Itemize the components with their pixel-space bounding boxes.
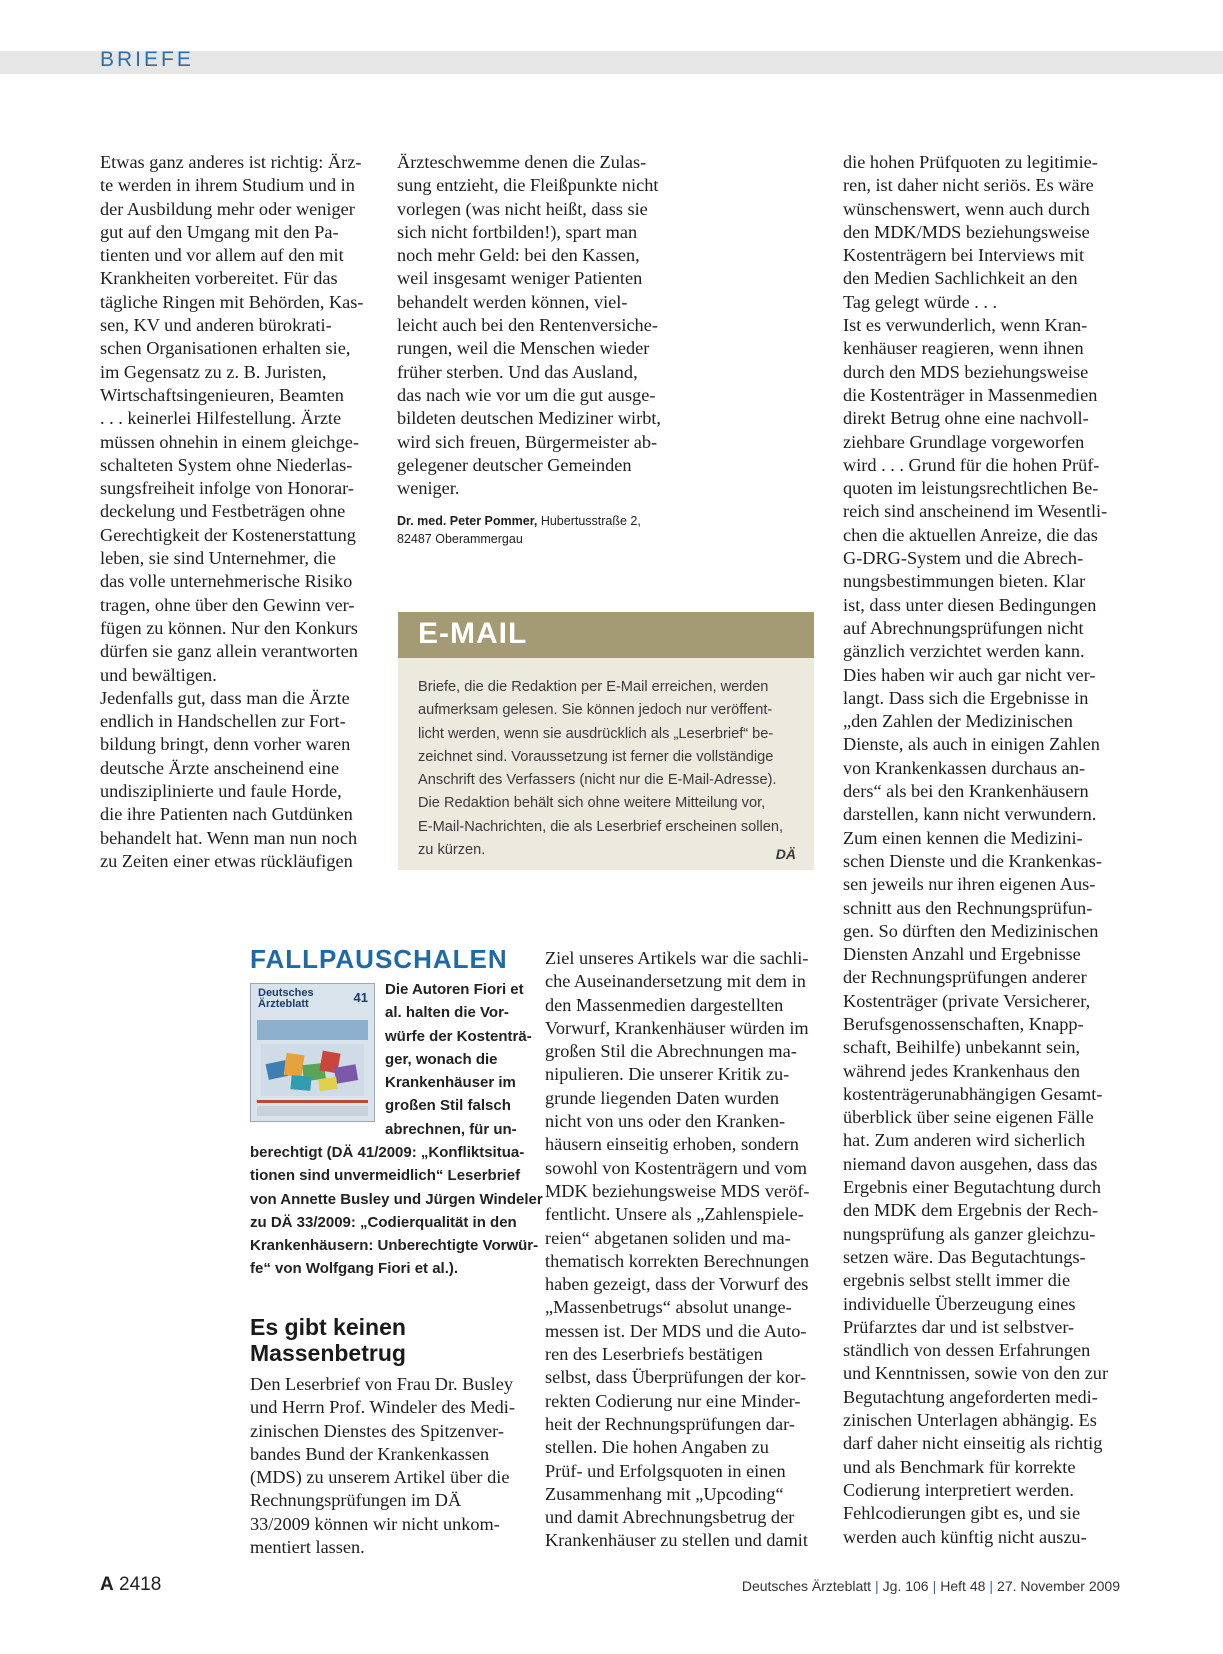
text-line: deutsche Ärzte anscheinend eine <box>100 757 340 778</box>
text-line: tionen sind unvermeidlich“ Leserbrief <box>250 1167 521 1185</box>
text-line: Zum einen kennen die Medizini- <box>843 827 1083 848</box>
text-line: leicht auch bei den Rentenversiche- <box>397 315 658 336</box>
text-line: deckelung und Festbeträgen ohne <box>100 501 346 522</box>
text-line: der Rechnungsprüfungen anderer <box>843 967 1087 988</box>
text-line: sowohl von Kostenträgern und vom <box>545 1157 807 1178</box>
text-line: selbst, dass Überprüfungen der kor- <box>545 1367 807 1388</box>
article-heading-line-2: Massenbetrug <box>250 1340 406 1366</box>
text-line: . . . keinerlei Hilfestellung. Ärzte <box>100 408 342 429</box>
text-line: häusern einseitig erhoben, sondern <box>545 1134 799 1155</box>
email-box-header <box>398 612 814 658</box>
text-line: grunde liegenden Daten wurden <box>545 1087 780 1108</box>
article-body-column-3 <box>843 151 1133 1549</box>
text-line: und damit Abrechnungsbetrug der <box>545 1507 795 1528</box>
text-line: thematisch korrekten Berechnungen <box>545 1250 809 1271</box>
article-heading-line-1: Es gibt keinen <box>250 1314 406 1340</box>
text-line: ergebnis selbst stellt immer die <box>843 1270 1071 1291</box>
cover-title-line-2: Ärzteblatt <box>258 998 309 1010</box>
footer-issue: Heft 48 <box>940 1578 986 1594</box>
article-body-column-1 <box>250 1373 530 1559</box>
letter-signature <box>397 512 641 548</box>
text-line: darstellen, kann nicht verwundern. <box>843 804 1097 825</box>
text-line: die Kostenträger in Massenmedien <box>843 384 1098 405</box>
text-line: zu kürzen. <box>418 842 486 859</box>
text-line: Vorwurf, Krankenhäuser würden im <box>545 1017 809 1038</box>
text-line: zu Zeiten einer etwas rückläufigen <box>100 850 353 871</box>
text-line: fügen zu können. Nur den Konkurs <box>100 617 358 638</box>
text-line: Prüfarztes dar und ist selbstver- <box>843 1316 1075 1337</box>
text-line: noch mehr Geld: bei den Kassen, <box>397 245 640 266</box>
text-line: Krankenhäuser zu stellen und damit <box>545 1530 808 1551</box>
email-box-title: E-MAIL <box>418 617 528 650</box>
text-line: „den Zahlen der Medizinischen <box>843 711 1073 732</box>
text-line: Die Redaktion behält sich ohne weitere Mitteilung vor, <box>418 795 766 812</box>
text-line: darf daher nicht einseitig als richtig <box>843 1433 1103 1454</box>
text-line: schaft, Beihilfe) unbekannt sein, <box>843 1037 1081 1058</box>
text-line: Ärzteschwemme denen die Zulas- <box>397 152 647 172</box>
text-line: gelegener deutscher Gemeinden <box>397 454 632 475</box>
text-line: auf Abrechnungsprüfungen nicht <box>843 617 1084 638</box>
text-line: niemand davon ausgehen, dass das <box>843 1153 1098 1174</box>
footer-journal: Deutsches Ärzteblatt <box>741 1578 872 1594</box>
fallpauschalen-title: FALLPAUSCHALEN <box>250 944 508 974</box>
text-line: 33/2009 können wir nicht unkom- <box>250 1513 500 1534</box>
text-line: nipulieren. Die unserer Kritik zu- <box>545 1064 790 1085</box>
footer-volume: Jg. 106 <box>882 1578 929 1594</box>
text-line: zeichnet sind. Voraussetzung ist ferner die vollständige <box>418 748 774 765</box>
text-line: heit der Rechnungsprüfungen dar- <box>545 1413 795 1434</box>
text-line: ziehbare Grundlage vorgeworfen <box>843 431 1085 452</box>
text-line: Tag gelegt würde . . . <box>843 291 998 312</box>
text-line: aufmerksam gelesen. Sie können jedoch nur veröffent- <box>418 702 773 719</box>
text-line: che Auseinandersetzung mit dem in <box>545 971 806 992</box>
text-line: Begutachtung angeforderten medi- <box>843 1386 1098 1407</box>
text-line: setzen wäre. Das Begutachtungs- <box>843 1246 1086 1267</box>
cover-title-line-1: Deutsches <box>258 987 314 999</box>
text-line: Anschrift des Verfassers (nicht nur die E-Mail-Adresse). <box>418 772 777 789</box>
text-line: Dienste, als auch in einigen Zahlen <box>843 734 1100 755</box>
signature-address-1: Hubertusstraße 2, <box>537 514 641 528</box>
text-line: Zusammenhang mit „Upcoding“ <box>545 1483 784 1504</box>
text-line: behandelt werden können, viel- <box>397 291 628 312</box>
text-line: sungsfreiheit infolge von Honorar- <box>100 478 354 499</box>
text-line: fe“ von Wolfgang Fiori et al.). <box>250 1260 459 1278</box>
text-line: Gerechtigkeit der Kostenerstattung <box>100 524 356 545</box>
email-box-tag: DÄ <box>775 846 796 862</box>
cover-footer-stripe <box>257 1100 368 1103</box>
signature-name: Dr. med. Peter Pommer, <box>397 514 538 528</box>
text-line: Krankenhäuser im <box>385 1074 516 1092</box>
text-line: tägliche Ringen mit Behörden, Kas- <box>100 291 364 312</box>
text-line: das nach wie vor um die gut ausge- <box>397 384 656 405</box>
text-line: Kostenträger (private Versicherer, <box>843 990 1091 1011</box>
text-line: quoten im leistungsrechtlichen Be- <box>843 478 1099 499</box>
text-line: zu DÄ 33/2009: „Codierqualität in den <box>250 1213 517 1231</box>
text-line: ständlich von dessen Erfahrungen <box>843 1340 1091 1361</box>
text-line: fentlicht. Unsere als „Zahlenspiele- <box>545 1204 804 1225</box>
text-line: Fehlcodierungen gibt es, und sie <box>843 1503 1081 1524</box>
text-line: Briefe, die die Redaktion per E-Mail erreichen, werden <box>418 679 769 695</box>
text-line: Rechnungsprüfungen im DÄ <box>250 1490 462 1511</box>
text-line: bandes Bund der Krankenkassen <box>250 1443 490 1464</box>
text-line: Wirtschaftsingenieuren, Beamten <box>100 384 344 405</box>
text-line: sen jeweils nur ihren eigenen Aus- <box>843 874 1096 895</box>
letter-column-2 <box>397 151 687 500</box>
text-line: hat. Zum anderen wird sicherlich <box>843 1130 1086 1151</box>
text-line: sich nicht fortbilden!), spart man <box>397 221 638 242</box>
text-line: berechtigt (DÄ 41/2009: „Konfliktsitua- <box>250 1144 525 1161</box>
text-line: sung entzieht, die Fleißpunkte nicht <box>397 175 659 196</box>
text-line: der Ausbildung mehr oder weniger <box>100 198 355 219</box>
page-number-value: 2418 <box>113 1574 162 1595</box>
text-line: tienten und vor allem auf den mit <box>100 245 344 266</box>
text-line: schen Dienste und die Krankenkas- <box>843 850 1102 871</box>
text-line: den MDK/MDS beziehungsweise <box>843 221 1090 242</box>
text-line: großen Stil die Abrechnungen ma- <box>545 1041 797 1062</box>
text-line: den MDK dem Ergebnis der Rech- <box>843 1200 1099 1221</box>
text-line: schen Organisationen erhalten sie, <box>100 338 351 359</box>
text-line: Den Leserbrief von Frau Dr. Busley <box>250 1374 513 1394</box>
text-line: nungsprüfung als ganzer gleichzu- <box>843 1223 1096 1244</box>
text-line: den Massenmedien dargestellten <box>545 994 784 1015</box>
journal-cover-image <box>250 983 375 1122</box>
text-line: und Herrn Prof. Windeler des Medi- <box>250 1397 515 1418</box>
text-line: bildung bringt, denn vorher waren <box>100 734 351 755</box>
text-line: die hohen Prüfquoten zu legitimie- <box>843 152 1098 172</box>
letter-column-1 <box>100 151 372 873</box>
text-line: ren, ist daher nicht seriös. Es wäre <box>843 175 1094 196</box>
text-line: direkt Betrug ohne eine nachvoll- <box>843 408 1089 429</box>
email-box-text <box>418 676 783 862</box>
text-line: kenhäuser reagieren, wenn ihnen <box>843 338 1084 359</box>
text-line: Ist es verwunderlich, wenn Kran- <box>843 315 1088 336</box>
text-line: individuelle Überzeugung eines <box>843 1293 1076 1314</box>
text-line: von Annette Busley und Jürgen Windeler <box>250 1190 543 1208</box>
text-line: rekten Codierung nur eine Minder- <box>545 1390 801 1411</box>
text-line: werden auch künftig nicht auszu- <box>843 1526 1087 1547</box>
text-line: wird . . . Grund für die hohen Prüf- <box>843 454 1100 475</box>
text-line: vorlegen (was nicht heißt, dass sie <box>397 198 648 219</box>
text-line: al. halten die Vor- <box>385 1004 509 1022</box>
text-line: chen die aktuellen Anreize, die das <box>843 524 1098 545</box>
text-line: Berufsgenossenschaften, Knapp- <box>843 1013 1084 1034</box>
text-line: tragen, ohne über den Gewinn ver- <box>100 594 355 615</box>
text-line: abrechnen, für un- <box>385 1120 517 1138</box>
text-line: großen Stil falsch <box>385 1097 511 1115</box>
text-line: MDK beziehungsweise MDS veröf- <box>545 1180 810 1201</box>
text-line: und Kenntnissen, sowie von den zur <box>843 1363 1109 1384</box>
text-line: dürfen sie ganz allein verantworten <box>100 641 358 662</box>
text-line: E-Mail-Nachrichten, die als Leserbrief erscheinen sollen, <box>418 818 784 835</box>
page-number <box>100 1574 161 1596</box>
text-line: zinischen Dienstes des Spitzenver- <box>250 1420 504 1441</box>
text-line: endlich in Handschellen zur Fort- <box>100 711 346 732</box>
text-line: und bewältigen. <box>100 664 217 685</box>
text-line: bildeten deutschen Mediziner wirbt, <box>397 408 661 429</box>
text-line: stellen. Die hohen Angaben zu <box>545 1437 769 1458</box>
text-line: „Massenbetrugs“ absolut unange- <box>545 1297 792 1318</box>
text-line: wird sich freuen, Bürgermeister ab- <box>397 431 658 452</box>
section-label: BRIEFE <box>100 48 194 71</box>
text-line: messen ist. Der MDS und die Auto- <box>545 1320 807 1341</box>
cover-illustration <box>261 1044 364 1096</box>
text-line: behandelt hat. Wenn man nun noch <box>100 827 358 848</box>
text-line: gen. So dürften den Medizinischen <box>843 920 1099 941</box>
text-line: Jedenfalls gut, dass man die Ärzte <box>100 687 350 708</box>
text-line: ist, dass unter diesen Bedingungen <box>843 594 1097 615</box>
text-line: das volle unternehmerische Risiko <box>100 571 353 592</box>
text-line: licht werden, wenn sie ausdrücklich als „Leserbrief“ be- <box>418 725 774 742</box>
text-line: kostenträgerunabhängigen Gesamt- <box>843 1083 1103 1104</box>
text-line: weniger. <box>397 478 460 499</box>
text-line: nungsbestimmungen bieten. Klar <box>843 571 1086 592</box>
journal-footer: Deutsches Ärzteblatt | Jg. 106 | Heft 48 | 27. November 2009 <box>741 1578 1120 1594</box>
cover-headline-band <box>257 1020 368 1040</box>
fallpauschalen-intro-short <box>385 978 532 1141</box>
text-line: sen, KV und anderen bürokrati- <box>100 315 332 336</box>
fallpauschalen-intro-long <box>250 1141 543 1281</box>
text-line: ders“ als bei den Krankenhäusern <box>843 781 1089 802</box>
text-line: leben, sie sind Unternehmer, die <box>100 548 336 569</box>
text-line: (MDS) zu unserem Artikel über die <box>250 1467 510 1488</box>
text-line: langt. Dass sich die Ergebnisse in <box>843 687 1089 708</box>
text-line: gut auf den Umgang mit den Pa- <box>100 221 339 242</box>
text-line: Prüf- und Erfolgsquoten in einen <box>545 1460 786 1481</box>
text-line: ren des Leserbriefs bestätigen <box>545 1344 763 1365</box>
text-line: und als Benchmark für korrekte <box>843 1456 1076 1477</box>
text-line: mentiert lassen. <box>250 1537 365 1558</box>
email-box <box>398 658 814 870</box>
text-line: Kostenträgern bei Interviews mit <box>843 245 1085 266</box>
article-heading <box>250 1314 406 1366</box>
text-line: zinischen Unterlagen abhängig. Es <box>843 1410 1097 1431</box>
text-line: müssen ohnehin in einem gleichge- <box>100 431 359 452</box>
text-line: ger, wonach die <box>385 1050 498 1068</box>
text-line: gänzlich verzichtet werden kann. <box>843 641 1085 662</box>
text-line: wünschenswert, wenn auch durch <box>843 198 1090 219</box>
text-line: G-DRG-System und die Abrech- <box>843 548 1084 569</box>
text-line: reien“ abgetanen soliden und ma- <box>545 1227 791 1248</box>
text-line: reich sind anscheinend im Wesentli- <box>843 501 1108 522</box>
text-line: Krankenhäusern: Unberechtigte Vorwür- <box>250 1237 539 1255</box>
text-line: Ergebnis einer Begutachtung durch <box>843 1177 1102 1198</box>
text-line: rungen, weil die Menschen wieder <box>397 338 650 359</box>
text-line: schnitt aus den Rechnungsprüfun- <box>843 897 1093 918</box>
text-line: Krankheiten vorbereitet. Für das <box>100 268 338 289</box>
text-line: Die Autoren Fiori et <box>385 981 524 998</box>
text-line: von Krankenkassen durchaus an- <box>843 757 1086 778</box>
text-line: Etwas ganz anderes ist richtig: Ärz- <box>100 152 362 172</box>
text-line: früher sterben. Und das Ausland, <box>397 361 638 382</box>
text-line: weil insgesamt weniger Patienten <box>397 268 643 289</box>
text-line: Diensten Anzahl und Ergebnisse <box>843 944 1081 965</box>
text-line: während jedes Krankenhaus den <box>843 1060 1081 1081</box>
text-line: nicht von uns oder den Kranken- <box>545 1111 786 1132</box>
cover-issue-number: 41 <box>353 990 368 1005</box>
text-line: den Medien Sachlichkeit an den <box>843 268 1078 289</box>
text-line: undisziplinierte und faule Horde, <box>100 781 342 802</box>
text-line: te werden in ihrem Studium und in <box>100 175 355 196</box>
text-line: Dies haben wir auch gar nicht ver- <box>843 664 1096 685</box>
article-body-column-2 <box>545 947 825 1553</box>
cover-title <box>258 988 314 1010</box>
page-prefix: A <box>100 1574 114 1595</box>
text-line: durch den MDS beziehungsweise <box>843 361 1089 382</box>
footer-date: 27. November 2009 <box>997 1578 1120 1594</box>
text-line: die ihre Patienten nach Gutdünken <box>100 804 353 825</box>
cover-footer-band <box>257 1106 368 1116</box>
text-line: Ziel unseres Artikels war die sachli- <box>545 948 809 968</box>
text-line: schalteten System ohne Niederlas- <box>100 454 353 475</box>
text-line: überblick über seine eigenen Fälle <box>843 1107 1094 1128</box>
signature-address-2: 82487 Oberammergau <box>397 532 523 546</box>
text-line: haben gezeigt, dass der Vorwurf des <box>545 1274 809 1295</box>
text-line: würfe der Kostenträ- <box>385 1027 532 1045</box>
text-line: im Gegensatz zu z. B. Juristen, <box>100 361 327 382</box>
text-line: Codierung interpretiert werden. <box>843 1479 1074 1500</box>
